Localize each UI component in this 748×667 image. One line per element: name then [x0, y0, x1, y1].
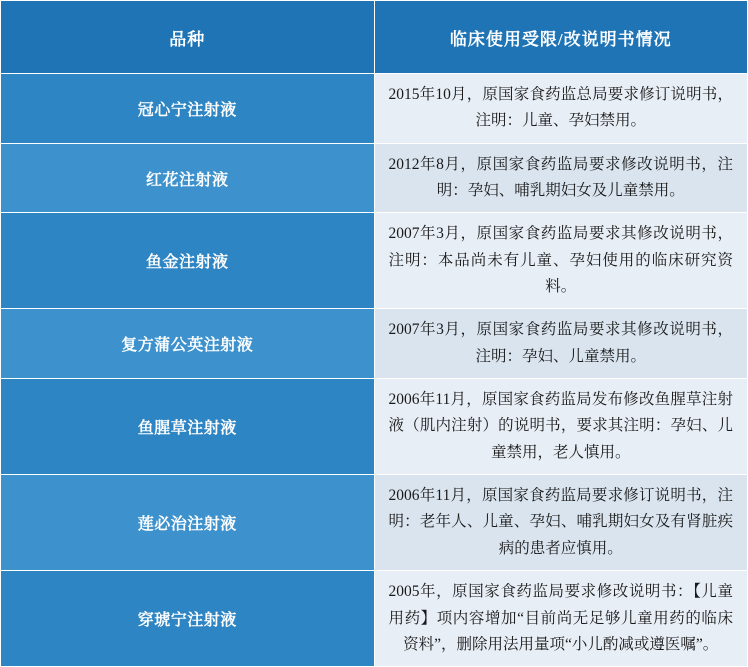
drug-name-cell: 鱼腥草注射液: [1, 379, 375, 475]
drug-name-cell: 冠心宁注射液: [1, 74, 375, 144]
table-row: [1, 571, 748, 667]
drug-restriction-cell: 2015年10月，原国家食药监总局要求修订说明书，注明：儿童、孕妇禁用。: [374, 74, 748, 144]
drug-restriction-cell: 2005年，原国家食药监局要求修改说明书：【儿童用药】项内容增加“目前尚无足够儿童用药的临床资料”，删除用法用量项“小儿酌减或遵医嘱”。: [374, 571, 748, 667]
drug-name-cell: 复方蒲公英注射液: [1, 309, 375, 379]
table-row: [1, 143, 748, 213]
drug-restriction-cell: 2006年11月，原国家食药监局发布修改鱼腥草注射液（肌内注射）的说明书，要求其注明：孕妇、儿童禁用，老人慎用。: [374, 379, 748, 475]
drug-restriction-cell: 2006年11月，原国家食药监局要求修订说明书，注明：老年人、儿童、孕妇、哺乳期妇女及有肾脏疾病的患者应慎用。: [374, 475, 748, 571]
drug-name-cell: 鱼金注射液: [1, 213, 375, 309]
column-header-variety: 品种: [1, 1, 375, 74]
column-header-restriction: 临床使用受限/改说明书情况: [374, 1, 748, 74]
table-row: [1, 213, 748, 309]
drug-restriction-cell: 2007年3月，原国家食药监局要求其修改说明书，注明：孕妇、儿童禁用。: [374, 309, 748, 379]
table-row: [1, 309, 748, 379]
drug-name-cell: 红花注射液: [1, 143, 375, 213]
table-header-row: [1, 1, 748, 74]
drug-name-cell: 穿琥宁注射液: [1, 571, 375, 667]
drug-name-cell: 莲必治注射液: [1, 475, 375, 571]
table-row: [1, 475, 748, 571]
drug-restriction-cell: 2012年8月，原国家食药监局要求修改说明书，注明：孕妇、哺乳期妇女及儿童禁用。: [374, 143, 748, 213]
table-row: [1, 74, 748, 144]
drug-restriction-cell: 2007年3月，原国家食药监局要求其修改说明书，注明：本品尚未有儿童、孕妇使用的临床研究资料。: [374, 213, 748, 309]
table-row: [1, 379, 748, 475]
